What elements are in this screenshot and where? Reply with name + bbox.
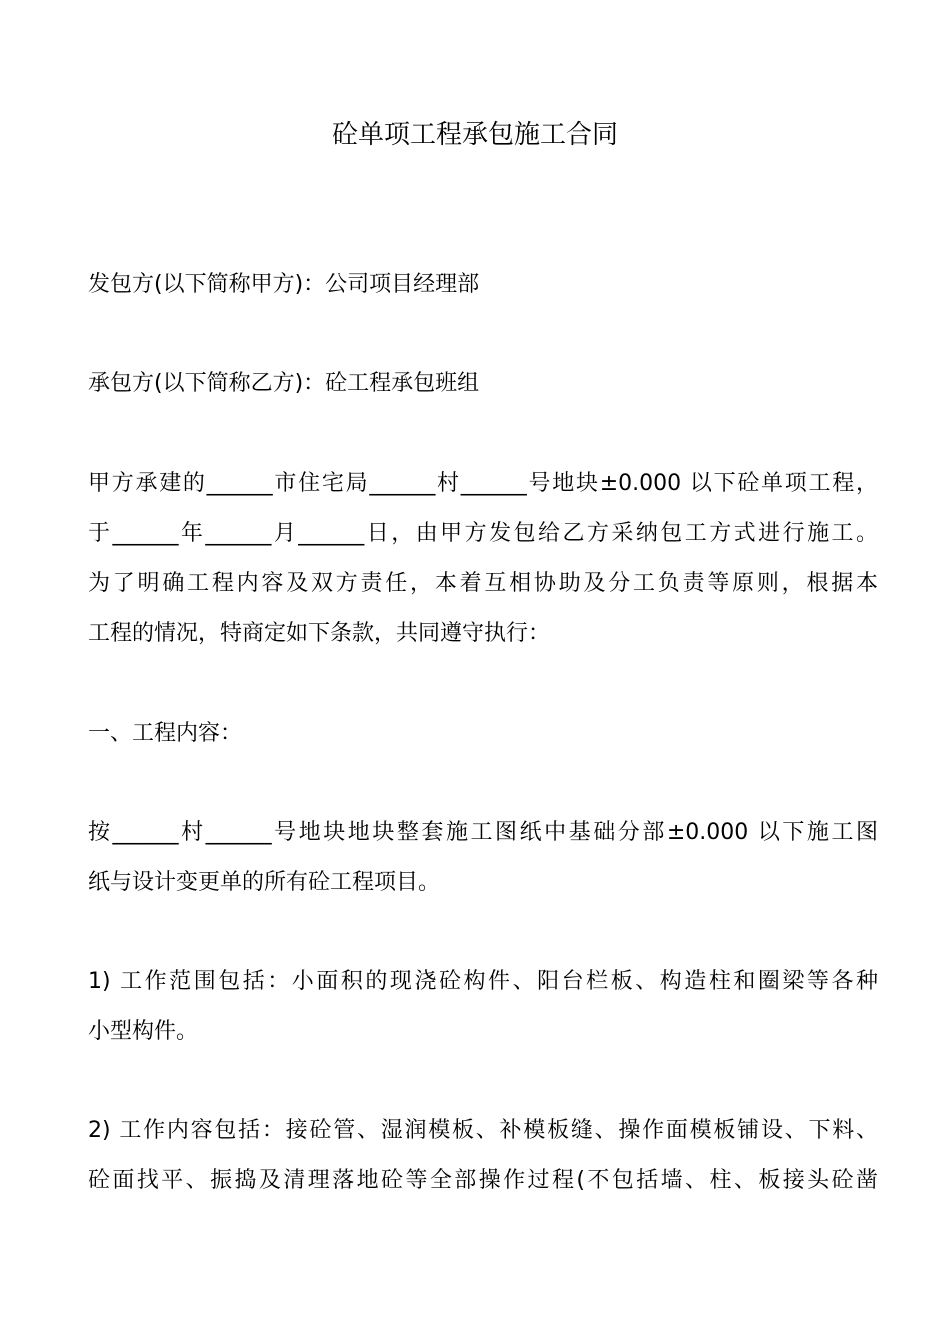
document-title: 砼单项工程承包施工合同 — [331, 120, 618, 150]
intro-paragraph-line-4: 工程的情况，特商定如下条款，共同遵守执行： — [88, 621, 551, 646]
intro-paragraph-line-3: 为了明确工程内容及双方责任，本着互相协助及分工负责等原则，根据本 — [88, 571, 878, 596]
item-1-line-2: 小型构件。 — [88, 1019, 199, 1044]
intro-paragraph-line-2: 于______年______月______日，由甲方发包给乙方采纳包工方式进行施工。 — [88, 521, 878, 546]
section-1-heading: 一、工程内容： — [88, 721, 243, 746]
section-1-line-2: 纸与设计变更单的所有砼工程项目。 — [88, 870, 441, 895]
item-2-line-1: 2) 工作内容包括：接砼管、湿润模板、补模板缝、操作面模板铺设、下料、 — [88, 1118, 878, 1143]
item-1-line-1: 1) 工作范围包括：小面积的现浇砼构件、阳台栏板、构造柱和圈梁等各种 — [88, 969, 878, 994]
party-b-line: 承包方(以下简称乙方)：砼工程承包班组 — [88, 371, 480, 396]
intro-paragraph-line-1: 甲方承建的______市住宅局______村______号地块±0.000 以下砼单项工程， — [88, 471, 878, 496]
item-2-line-2: 砼面找平、振捣及清理落地砼等全部操作过程(不包括墙、柱、板接头砼凿 — [88, 1168, 878, 1193]
section-1-line-1: 按______村______号地块地块整套施工图纸中基础分部±0.000 以下施工图 — [88, 820, 878, 845]
party-a-line: 发包方(以下简称甲方)：公司项目经理部 — [88, 272, 480, 297]
